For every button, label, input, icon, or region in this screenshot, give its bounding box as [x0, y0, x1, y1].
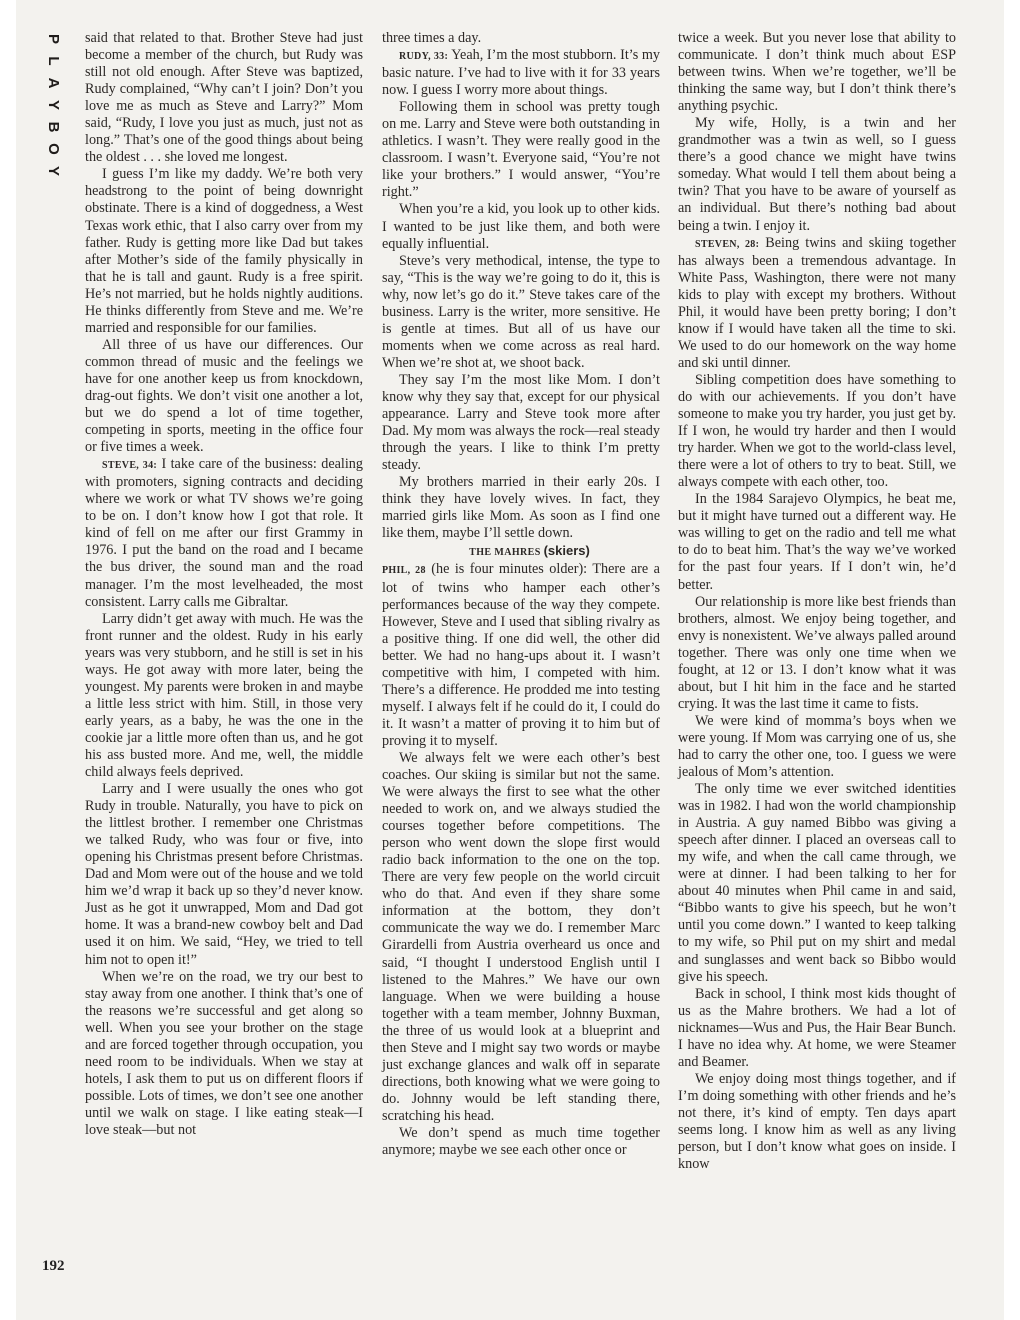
- side-title-letter: P: [45, 33, 62, 44]
- paragraph: When we’re on the road, we try our best to stay away from one another. I think that’s one of the reasons we’re successful and get along so well. When you see your brother on the stage and are forced together through occupation, you need room to be individuals. When we stay at hotels, I ask them to put us on different floors if possible. Lots of times, we don’t see one another until we walk on stage. I like eating steak—I love steak—but not: [85, 968, 363, 1138]
- section-heading-lead: THE MAHRES: [469, 547, 544, 559]
- paragraph: All three of us have our differences. Our common thread of music and the feelings we have for one another keep us from knockdown, drag-out fights. We don’t visit one another a lot, but we do spend a lot of time together, competing in sports, meeting in the office four or five times a week.: [85, 336, 363, 456]
- paragraph: Steve’s very methodical, intense, the type to say, “This is the way we’re going to do it, this is why, now let’s go do it.” Steve takes care of the business. Larry is the writer, more sensitive. He is gentle at times. But all of us have our moments when we come across as real hard. When we’re shot at, we shoot back.: [382, 252, 660, 371]
- side-title-letter: Y: [45, 99, 62, 110]
- paragraph: [382, 47, 660, 99]
- side-title-letter: L: [45, 56, 62, 66]
- text-column-2: [382, 30, 660, 1159]
- paragraph: twice a week. But you never lose that ability to communicate. I don’t think much about ESP between twins. When we’re together, we’ll be thinking the same way, but I don’t think there’s anything psychic.: [678, 30, 956, 115]
- paragraph: Larry didn’t get away with much. He was the front runner and the oldest. Rudy in his early years was very stubborn, and he still is set in his ways. He got away with more later, being the youngest. My parents were broken in and maybe a little less strict with him. Still, in those very early years, as a baby, he was the one in the cookie jar a little more often than us, and he got his ass busted more. And me, well, the middle child always feels deprived.: [85, 610, 363, 781]
- text-column-3: [678, 30, 956, 1173]
- side-title: [38, 28, 68, 182]
- paragraph: said that related to that. Brother Steve had just become a member of the church, but Rudy was still not old enough. After Steve was baptized, Rudy complained, “Why can’t I join? Don’t you love me as much as Steve and Larry?” Mom said, “Rudy, I love you just as much, just not as long.” That’s one of the good things about being the oldest . . . she loved me longest.: [85, 30, 363, 166]
- paragraph: Back in school, I think most kids thought of us as the Mahre brothers. We had a lot of nicknames—Wus and Pus, the Hair Bear Bunch. I have no idea why. At home, we were Steamer and Beamer.: [678, 985, 956, 1070]
- side-logo: [38, 28, 68, 182]
- speaker-label: STEVE, 34:: [102, 460, 158, 472]
- paragraph: Our relationship is more like best friends than brothers, almost. We enjoy being together, and envy is nonexistent. We’ve always palled around together. There was only one time when we fought, at 12 or 13. I don’t know what it was about, but I hit him in the face and he started crying. It was the last time it came to fists.: [678, 593, 956, 712]
- text-column-1: [85, 30, 363, 1139]
- paragraph: They say I’m the most like Mom. I don’t know why they say that, except for our physical appearance. Larry and Steve took more after Dad. My mom was always the rock—real steady through the years. I like to think I’m pretty steady.: [382, 371, 660, 474]
- section-heading: [382, 542, 660, 561]
- paragraph: My brothers married in their early 20s. I think they have lovely wives. In fact, they married girls like Mom. As soon as I find one like them, maybe I’ll settle down.: [382, 474, 660, 542]
- speaker-label: RUDY, 33:: [399, 51, 449, 63]
- page-number: 192: [42, 1258, 65, 1274]
- paragraph-text: (he is four minutes older): There are a lot of twins who hamper each other’s performances because of the way they compete. However, Steve and I used that sibling rivalry as a positive thing. If one did well, the other did better. We had no hang-ups about it. I wasn’t competitive with him, I competed with him. There’s a difference. He prodded me into testing myself. I always felt if he could do it, I could do it. It wasn’t a matter of proving it to him but of proving it to myself.: [382, 561, 660, 749]
- paragraph: Following them in school was pretty tough on me. Larry and Steve were both outstanding in athletics. I wasn’t. They were really good in the classroom. I wasn’t. Everyone said, “You’re not like your brothers.” I would answer, “You’re right.”: [382, 99, 660, 201]
- speaker-label: STEVEN, 28:: [695, 238, 760, 250]
- speaker-label: PHIL, 28: [382, 565, 426, 577]
- paragraph: In the 1984 Sarajevo Olympics, he beat me, but it might have turned out a different way. He was willing to get on the radio and tell me what to do to beat him. That’s the way we’ve worked for the past four years. If I don’t win, he’d better.: [678, 491, 956, 593]
- paragraph: We don’t spend as much time together anymore; maybe we see each other once or: [382, 1125, 660, 1159]
- paragraph: I guess I’m like my daddy. We’re both very headstrong to the point of being downright obstinate. There is a kind of doggedness, a West Texas work ethic, that I also carry over from my father. Rudy is getting more like Dad but takes after Mother’s side of the family physically in that he is tall and gaunt. Rudy is a free spirit. He’s not married, but he holds nightly auditions. He thinks differently from Steve and me. We’re married and responsible for our families.: [85, 166, 363, 336]
- paragraph: The only time we ever switched identities was in 1982. I had won the world championship in Austria. A guy named Bibbo was giving a speech after dinner. I placed an overseas call to my wife, and when the call came through, we were at dinner. I had been talking to her for about 40 minutes when Phil came in and said, “Bibbo wants to give his speech, but he won’t until you come down.” I wanted to keep talking to my wife, so Phil put on my shirt and medal and sunglasses and went back so Bibbo would give his speech.: [678, 781, 956, 985]
- paragraph-text: Being twins and skiing together has always been a tremendous advantage. In White Pass, Washington, there were not many kids to play with except my brothers. Without Phil, it would have been pretty boring; I don’t know if I would have taken all the time to ski. We used to do our homework on the way home and ski until dinner.: [678, 234, 956, 371]
- paragraph-text: Yeah, I’m the most stubborn. It’s my basic nature. I’ve had to live with it for 33 years now. I guess I worry more about things.: [382, 47, 661, 99]
- paragraph: [382, 561, 660, 750]
- paragraph: three times a day.: [382, 30, 482, 46]
- paragraph-text: I take care of the business: dealing with promoters, signing contracts and deciding where we work or what TV shows we’re going to be on. I don’t know how I got that role. It kind of fell on me after our first Grammy in 1976. I put the band on the road and I became the bus driver, the sound man and the road manager. I’m the most levelheaded, the most consistent. Larry calls me Gibraltar.: [85, 456, 363, 610]
- paragraph: We were kind of momma’s boys when we were young. If Mom was carrying one of us, she had to carry the other one, too. I guess we were jealous of Mom’s attention.: [678, 712, 956, 781]
- paragraph: We enjoy doing most things together, and if I’m doing something with other friends and he’s not there, it’s kind of empty. Ten days apart seems long. I know him as well as any living person, but I don’t know what goes on inside. I know: [678, 1070, 956, 1173]
- paragraph: [678, 235, 956, 372]
- paragraph: We always felt we were each other’s best coaches. Our skiing is similar but not the same. We were always the first to see what the other needed to work on, and we always studied the courses together before competitions. The person who went down the slope first would radio back information to the one on the top. There are very few people on the world circuit who do that. And even if they share some information at the bottom, they don’t communicate the way we do. I remember Marc Girardelli from Austria overheard us once and said, “I thought I understood English until I listened to the Mahres.” We have our own language. When we were building a house together with a team member, Johnny Buxman, the three of us would look at a blueprint and then Steve and I might say two words or maybe just exchange glances and walk off in separate directions, both knowing what we were going to do. Johnny would be left standing there, scratching his head.: [382, 749, 660, 1124]
- paragraph: [85, 456, 363, 610]
- paragraph: When you’re a kid, you look up to other kids. I wanted to be just like them, and both were equally influential.: [382, 201, 660, 252]
- paragraph: Larry and I were usually the ones who got Rudy in trouble. Naturally, you have to pick on the littlest brother. I remember one Christmas we talked Rudy, who was four or five, into opening his Christmas present before Christmas. Dad and Mom were out of the house and we told him we’d wrap it back up so they’d never know. Just as he got it unwrapped, Mom and Dad got home. It was a brand-new cowboy belt and Dad used it on him. We said, “Hey, we tried to tell him not to open it!”: [85, 781, 363, 968]
- side-title-letter: A: [45, 77, 62, 89]
- paragraph: My wife, Holly, is a twin and her grandmother was a twin as well, so I guess there’s a good chance we might have twins someday. What would I tell them about being a twin? That you have to be aware of yourself as an individual. But there’s nothing bad about being a twin. I enjoy it.: [678, 115, 956, 234]
- side-title-letter: B: [45, 121, 62, 133]
- magazine-page: [16, 0, 1004, 1320]
- side-title-letter: Y: [45, 165, 62, 176]
- side-title-letter: O: [45, 143, 62, 155]
- section-heading-sub: (skiers): [543, 543, 590, 559]
- paragraph: Sibling competition does have something to do with our achievements. If you don’t have someone to make you try harder, you just get by. If I won, he would try harder and then I would try harder. When we got to the world-class level, there were a lot of others to try to beat. Still, we always compete with each other, too.: [678, 371, 956, 491]
